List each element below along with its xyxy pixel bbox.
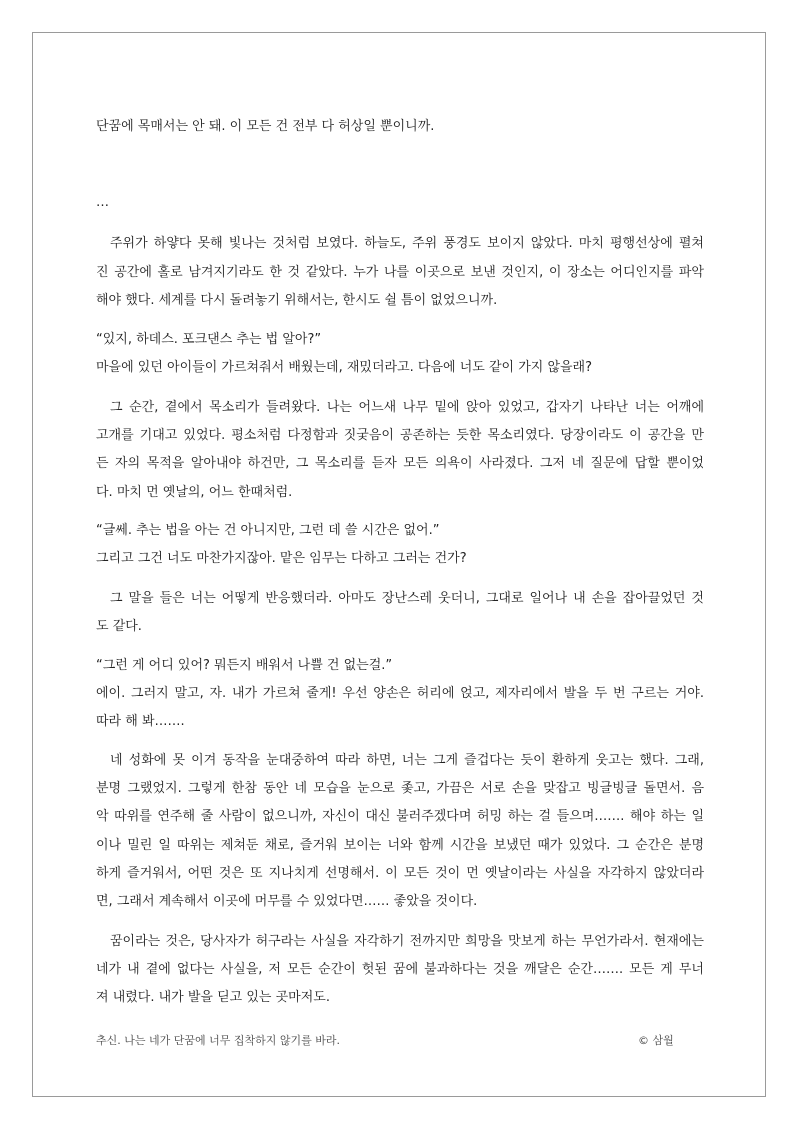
text-line: 져 내렸다. 내가 발을 딛고 있는 곳마저도. (96, 990, 330, 1005)
text-line: 이나 밀린 일 따위는 제쳐둔 채로, 즐거워 보이는 너와 함께 시간을 보냈던 때가 있었다. 그 순간은 분명 (96, 838, 704, 853)
text-line: 든 자의 목적을 알아내야 하건만, 그 목소리를 듣자 모든 의욕이 사라졌다. 그저 네 질문에 답할 뿐이었 (96, 456, 704, 471)
text-line: 다. 마치 먼 옛날의, 어느 한때처럼. (96, 485, 293, 500)
text-line: 진 공간에 홀로 남겨지기라도 한 것 같았다. 누가 나를 이곳으로 보낸 것인지, 이 장소는 어디인지를 파악 (96, 265, 704, 280)
text-line: 면, 그래서 계속해서 이곳에 머무를 수 있었다면…… 좋았을 것이다. (96, 894, 478, 909)
text-line: 그 순간, 곁에서 목소리가 들려왔다. 나는 어느새 나무 밑에 앉아 있었고, 갑자기 나타난 너는 어깨에 (110, 400, 704, 415)
text-line: 도 같다. (96, 619, 142, 634)
dialogue-line: 에이. 그러지 말고, 자. 내가 가르쳐 줄게! 우선 양손은 허리에 얹고, 제자리에서 발을 두 번 구르는 거야. (96, 686, 704, 701)
dialogue-line: 그리고 그건 너도 마찬가지잖아. 맡은 임무는 다하고 그러는 건가? (96, 551, 467, 566)
text-line: 네가 내 곁에 없다는 사실을, 저 모든 순간이 헛된 꿈에 불과하다는 것을 깨달은 순간……. 모든 게 무너 (96, 962, 704, 977)
dialogue-line: 마을에 있던 아이들이 가르쳐줘서 배웠는데, 재밌더라고. 다음에 너도 같이 가지 않을래? (96, 360, 593, 375)
dialogue-line: “그런 게 어디 있어? 뭐든지 배워서 나쁠 건 없는걸.” (96, 658, 393, 673)
text-line: 하게 즐거워서, 어떤 것은 또 지나치게 선명해서. 이 모든 것이 먼 옛날이라는 사실을 자각하지 않았더라 (96, 866, 704, 881)
text-line: 주위가 하얗다 못해 빛나는 것처럼 보였다. 하늘도, 주위 풍경도 보이지 않았다. 마치 평행선상에 펼쳐 (110, 236, 704, 251)
text-line: 분명 그랬었지. 그렇게 한참 동안 네 모습을 눈으로 좇고, 가끔은 서로 손을 맞잡고 빙글빙글 돌면서. 음 (96, 781, 704, 796)
text-line: 꿈이라는 것은, 당사자가 허구라는 사실을 자각하기 전까지만 희망을 맛보게 하는 무언가라서. 현재에는 (110, 934, 704, 949)
dialogue-line: 따라 해 봐……. (96, 714, 185, 729)
footer-copyright: © 삼월 (638, 1034, 674, 1047)
dialogue-line: “글쎄. 추는 법을 아는 건 아니지만, 그런 데 쓸 시간은 없어.” (96, 523, 440, 538)
text-line: 악 따위를 연주해 줄 사람이 없으니까, 자신이 대신 불러주겠다며 허밍 하는 걸 들으며……. 해야 하는 일 (96, 809, 704, 824)
text-line: 그 말을 들은 너는 어떻게 반응했더라. 아마도 장난스레 웃더니, 그대로 일어나 내 손을 잡아끌었던 것 (110, 591, 704, 606)
footer-note: 추신. 나는 네가 단꿈에 너무 집착하지 않기를 바라. (96, 1034, 340, 1047)
text-line: 고개를 기대고 있었다. 평소처럼 다정함과 짓궂음이 공존하는 듯한 목소리였다. 당장이라도 이 공간을 만 (96, 428, 704, 443)
text-line: 해야 했다. 세계를 다시 돌려놓기 위해서는, 한시도 쉴 틈이 없었으니까. (96, 293, 498, 308)
ellipsis-divider: … (96, 195, 109, 210)
dialogue-line: “있지, 하데스. 포크댄스 추는 법 알아?” (96, 332, 322, 347)
text-line: 네 성화에 못 이겨 동작을 눈대중하여 따라 하면, 너는 그게 즐겁다는 듯이 환하게 웃고는 했다. 그래, (110, 753, 704, 768)
text-line: 단꿈에 목매서는 안 돼. 이 모든 건 전부 다 허상일 뿐이니까. (96, 119, 435, 134)
